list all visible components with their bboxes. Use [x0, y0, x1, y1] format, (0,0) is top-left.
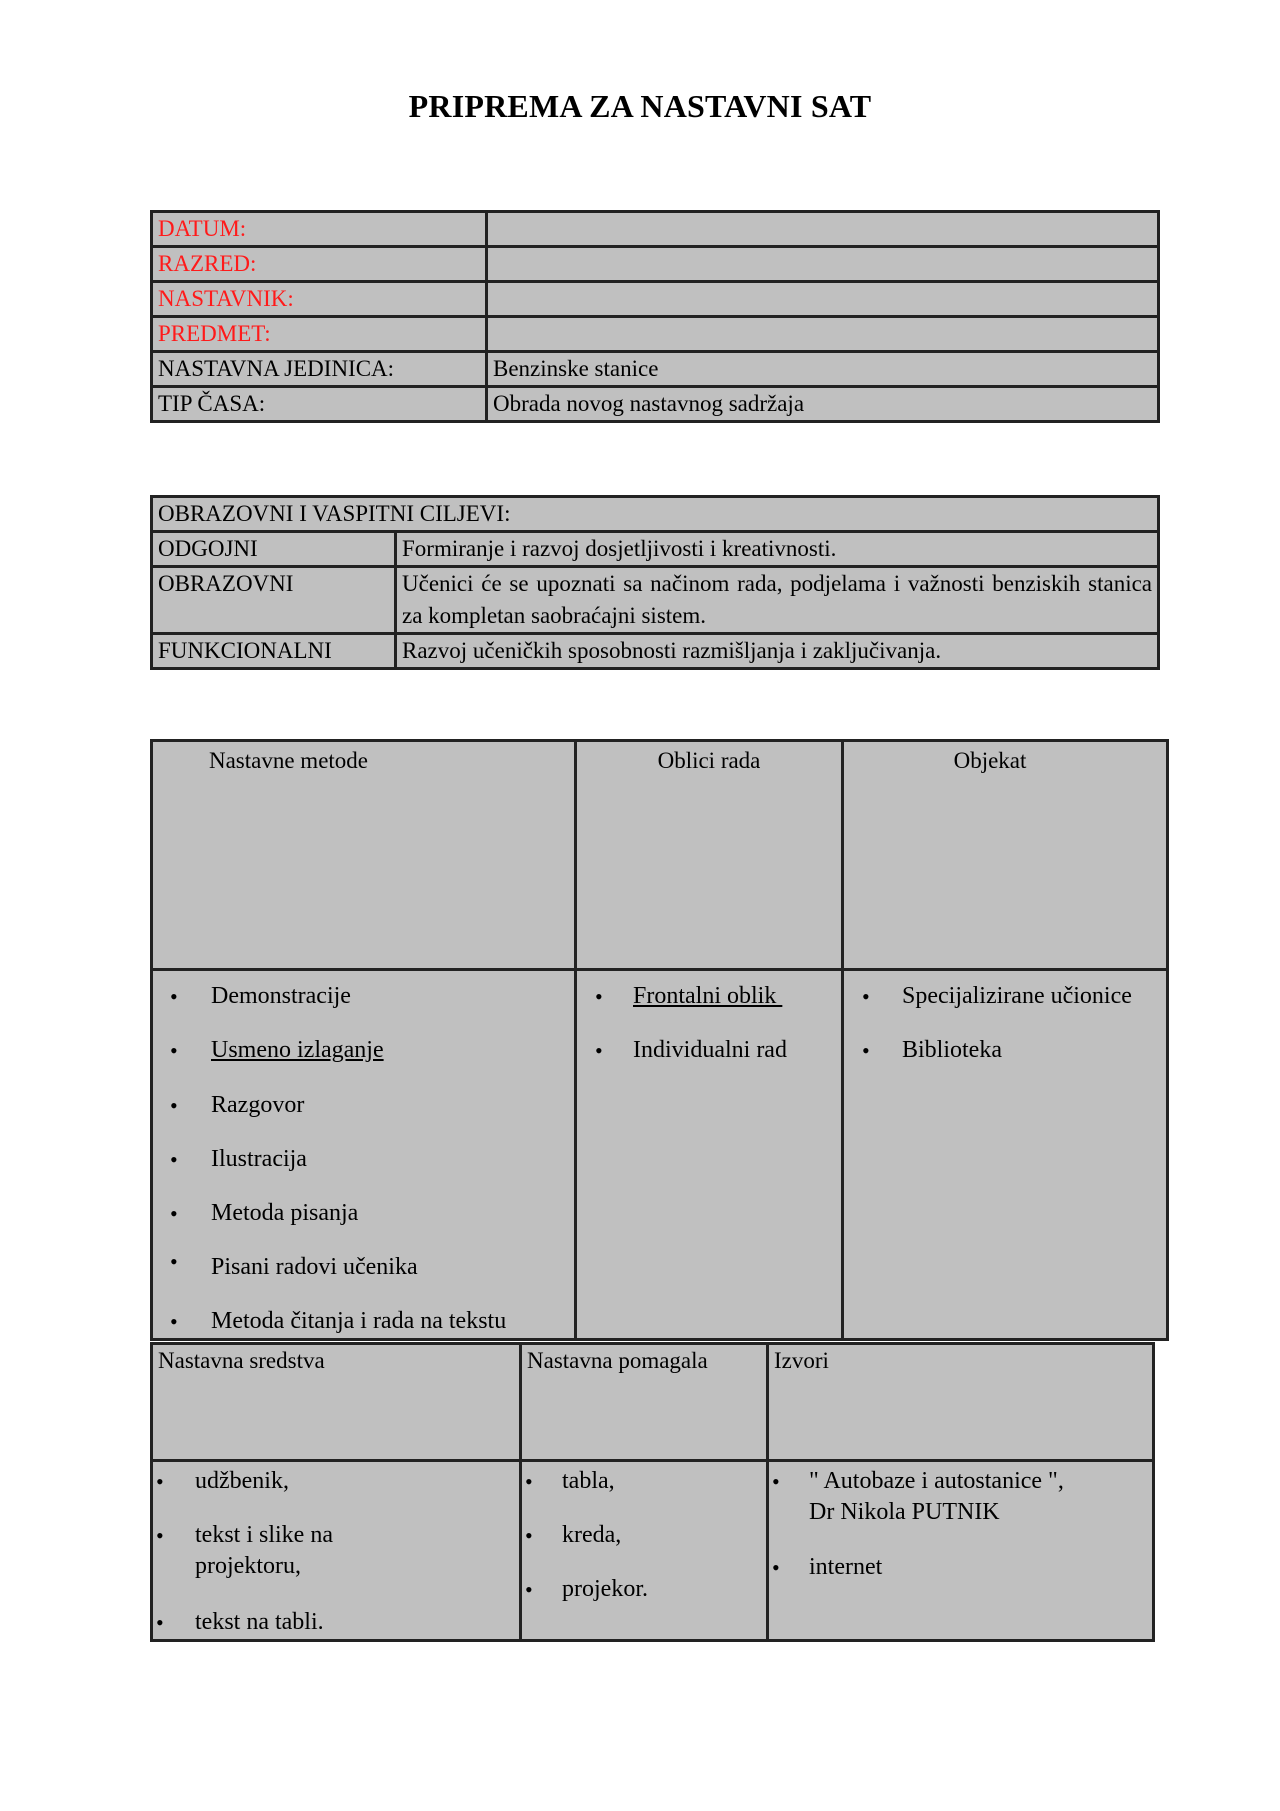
teaching-aids-cell — [521, 1461, 768, 1641]
methods-header: Nastavne metode — [152, 741, 576, 970]
class-value[interactable] — [487, 247, 1159, 282]
list-item: • Metoda pisanja — [170, 1200, 359, 1226]
table-row — [152, 212, 1159, 247]
list-item: • Ilustracija — [170, 1146, 307, 1172]
object-list — [844, 981, 1166, 1067]
list-item: • udžbenik, — [156, 1468, 289, 1494]
table-row — [152, 352, 1159, 387]
class-label: RAZRED: — [152, 247, 487, 282]
list-item: • Frontalni oblik — [595, 983, 783, 1009]
work-forms-list-cell — [576, 970, 843, 1340]
list-item: • Demonstracije — [170, 983, 351, 1009]
goal-label: ODGOJNI — [152, 532, 396, 567]
unit-value: Benzinske stanice — [487, 352, 1159, 387]
teaching-means-header: Nastavna sredstva — [152, 1344, 521, 1461]
table-row — [152, 387, 1159, 422]
teacher-value[interactable] — [487, 282, 1159, 317]
list-item: • Individualni rad — [595, 1037, 787, 1063]
list-item: • Razgovor — [170, 1092, 305, 1118]
work-forms-list — [577, 981, 841, 1067]
unit-label: NASTAVNA JEDINICA: — [152, 352, 487, 387]
sources-cell — [768, 1461, 1154, 1641]
resources-table — [150, 1342, 1155, 1642]
table-row — [152, 741, 1168, 970]
methods-table — [150, 739, 1169, 1341]
table-row — [152, 497, 1159, 532]
page-title: PRIPREMA ZA NASTAVNI SAT — [408, 88, 872, 124]
goal-value: Učenici će se upoznati sa načinom rada, podjelama i važnosti benziskih stanica za kompletan saobraćajni sistem. — [396, 567, 1159, 634]
methods-list — [153, 981, 574, 1338]
goal-value: Razvoj učeničkih sposobnosti razmišljanja i zaključivanja. — [396, 634, 1159, 669]
table-row — [152, 317, 1159, 352]
sources-header: Izvori — [768, 1344, 1154, 1461]
list-item: • tekst i slike na projektoru, — [156, 1522, 333, 1579]
goals-header: OBRAZOVNI I VASPITNI CILJEVI: — [152, 497, 1159, 532]
list-item: • Usmeno izlaganje — [170, 1037, 384, 1063]
lesson-type-value: Obrada novog nastavnog sadržaja — [487, 387, 1159, 422]
object-header: Objekat — [843, 741, 1168, 970]
object-list-cell — [843, 970, 1168, 1340]
goal-label: OBRAZOVNI — [152, 567, 396, 634]
teaching-means-list — [153, 1466, 519, 1639]
list-item: • " Autobaze i autostanice ", Dr Nikola PUTNIK — [772, 1468, 1064, 1525]
table-row — [152, 247, 1159, 282]
table-row — [152, 1461, 1154, 1641]
list-item: • Specijalizirane učionice — [862, 983, 1132, 1009]
goals-table — [150, 495, 1160, 670]
table-row — [152, 282, 1159, 317]
table-row — [152, 567, 1159, 634]
subject-value[interactable] — [487, 317, 1159, 352]
list-item: • kreda, — [525, 1522, 622, 1548]
teaching-aids-list — [522, 1466, 766, 1606]
table-row — [152, 634, 1159, 669]
teacher-label: NASTAVNIK: — [152, 282, 487, 317]
work-forms-header: Oblici rada — [576, 741, 843, 970]
subject-label: PREDMET: — [152, 317, 487, 352]
list-item: • Biblioteka — [862, 1037, 1002, 1063]
list-item: • projekor. — [525, 1576, 648, 1602]
teaching-aids-header: Nastavna pomagala — [521, 1344, 768, 1461]
goal-label: FUNKCIONALNI — [152, 634, 396, 669]
date-value[interactable] — [487, 212, 1159, 247]
methods-list-cell — [152, 970, 576, 1340]
table-row — [152, 532, 1159, 567]
sources-list — [769, 1466, 1152, 1584]
list-item: • tekst na tabli. — [156, 1609, 324, 1635]
info-table — [150, 210, 1160, 423]
date-label: DATUM: — [152, 212, 487, 247]
table-row — [152, 1344, 1154, 1461]
list-item: • internet — [772, 1554, 883, 1580]
list-item: • Pisani radovi učenika — [170, 1249, 418, 1280]
lesson-type-label: TIP ČASA: — [152, 387, 487, 422]
teaching-means-cell — [152, 1461, 521, 1641]
list-item: • Metoda čitanja i rada na tekstu — [170, 1308, 507, 1334]
list-item: • tabla, — [525, 1468, 615, 1494]
goal-value: Formiranje i razvoj dosjetljivosti i kreativnosti. — [396, 532, 1159, 567]
table-row — [152, 970, 1168, 1340]
